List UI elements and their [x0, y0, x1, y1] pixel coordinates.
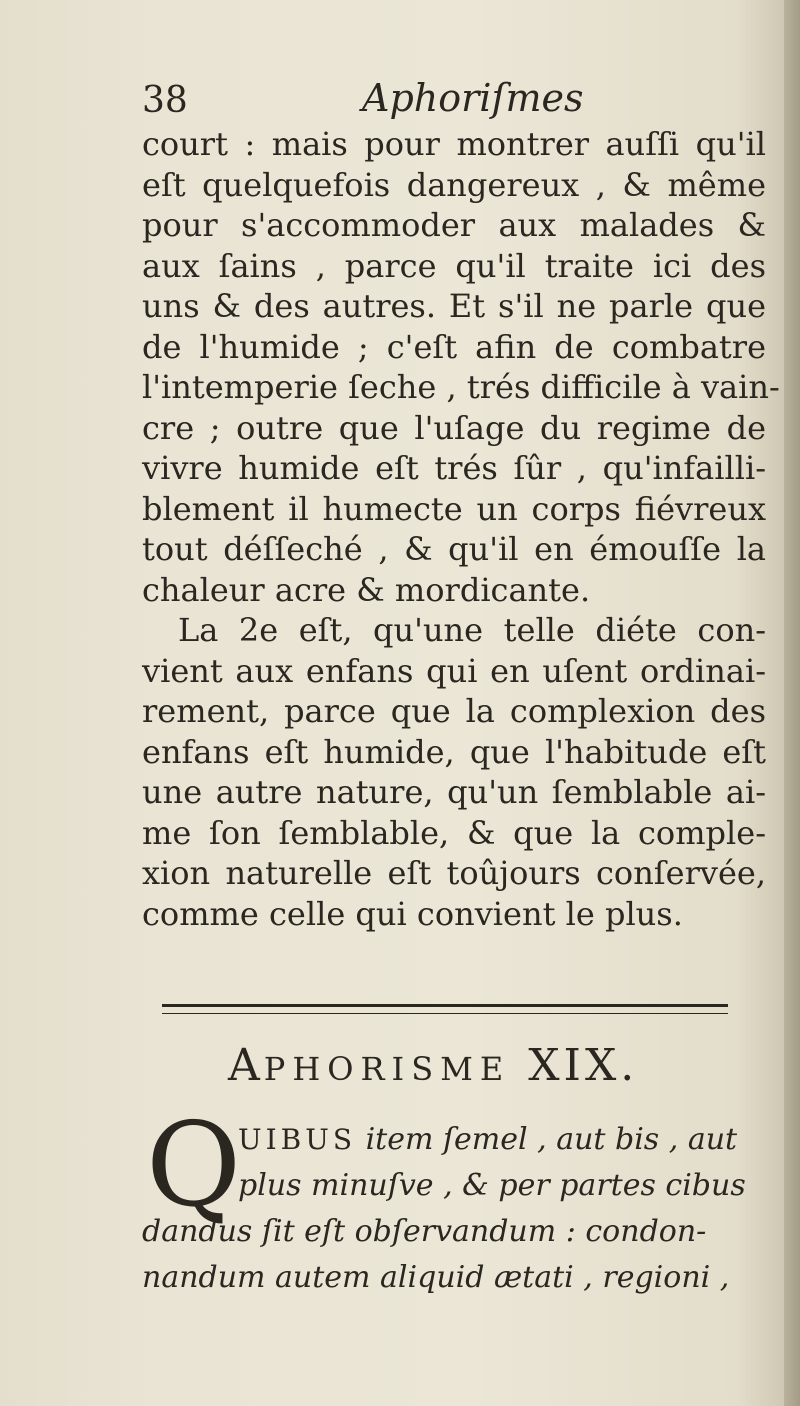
text-line: uns & des autres. Et s'il ne parle que [142, 287, 766, 325]
text-line: court : mais pour montrer auſſi qu'il [142, 125, 766, 163]
latin-text: item ſemel , aut bis , aut [365, 1122, 738, 1157]
latin-line: plus minuſve , & per partes cibus [238, 1168, 746, 1203]
latin-line [238, 1122, 737, 1157]
heading-initial: A [228, 1040, 264, 1091]
latin-line: nandum autem aliquid ætati , regioni , [142, 1260, 730, 1295]
text-line: me ſon ſemblable, & que la comple- [142, 813, 766, 852]
text-line: cre ; outre que l'uſage du regime de [142, 408, 766, 447]
heading-word: PHORISME [263, 1050, 511, 1088]
page-number: 38 [142, 80, 188, 121]
text-line: blement il humecte un corps fiévreux [142, 489, 766, 528]
drop-cap: Q [146, 1098, 242, 1233]
text-line: aux ſains , parce qu'il traite ici des [142, 246, 766, 285]
text-line: chaleur acre & mordicante. [142, 570, 591, 609]
text-line: vivre humide eſt trés ſûr , qu'infailli- [142, 449, 766, 487]
latin-line: dandus ſit eſt obſervandum : condon- [142, 1214, 707, 1249]
page-edge [784, 0, 800, 1406]
text-line: de l'humide ; c'eſt afin de combatre [142, 327, 766, 366]
section-divider [162, 1004, 728, 1014]
running-title: Aphoriſmes [362, 76, 584, 120]
text-line: comme celle qui convient le plus. [142, 894, 683, 933]
aphorism-number: XIX. [528, 1040, 639, 1091]
page-header [142, 76, 762, 126]
text-line: tout déſſeché , & qu'il en émouſſe la [142, 530, 766, 568]
text-line: l'intemperie ſeche , trés difficile à vain- [142, 368, 780, 406]
text-line: xion naturelle eſt toûjours conſervée, [142, 854, 766, 892]
text-line: La 2e eſt, qu'une telle diéte con- [178, 611, 766, 649]
text-line: pour s'accommoder aux malades & [142, 206, 766, 244]
commentary-text [142, 124, 780, 934]
text-line: rement, parce que la complexion des [142, 692, 766, 730]
text-line: vient aux enfans qui en uſent ordinai- [142, 651, 766, 690]
text-line: eſt quelquefois dangereux , & même [142, 165, 766, 204]
aphorism-heading [228, 1040, 688, 1091]
first-word: UIBUS [238, 1123, 357, 1156]
text-line: une autre nature, qu'un ſemblable ai- [142, 773, 766, 811]
text-line: enfans eſt humide, que l'habitude eſt [142, 732, 766, 771]
